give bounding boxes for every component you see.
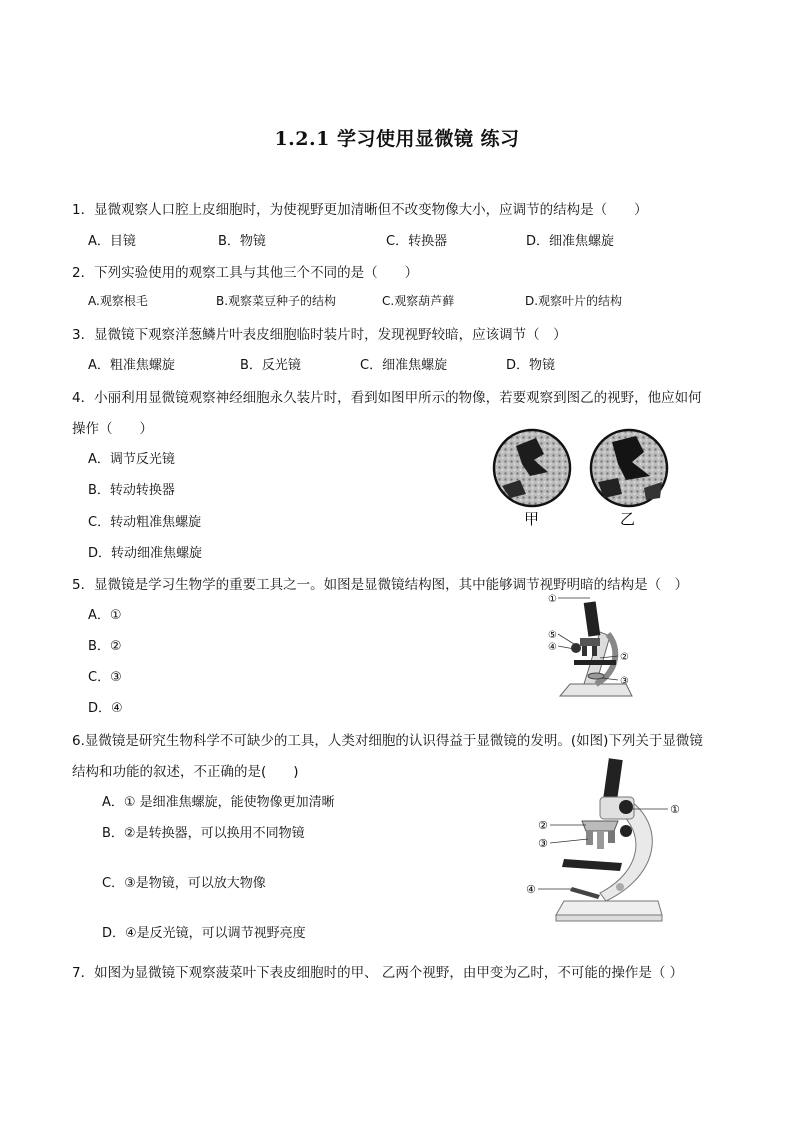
q5-option-d: D．④ <box>88 701 123 716</box>
q6-stem-line1: 6.显微镜是研究生物科学不可缺少的工具，人类对细胞的认识得益于显微镜的发明。(如图)下列关于显微镜 <box>72 733 703 749</box>
label-2: ② <box>620 652 629 663</box>
q5-option-a: A．① <box>88 608 122 623</box>
q1-option-b: B．物镜 <box>218 234 266 249</box>
view-yi <box>591 430 667 506</box>
q3-option-a: A．粗准焦螺旋 <box>88 358 175 373</box>
q1-option-d: D．细准焦螺旋 <box>526 234 615 249</box>
q3-option-b: B．反光镜 <box>240 358 301 373</box>
label-jia: 甲 <box>524 510 540 528</box>
page-title: 1.2.1 学习使用显微镜 练习 <box>274 128 520 150</box>
q6-option-c: C．③是物镜，可以放大物像 <box>102 876 266 891</box>
q3-option-d: D．物镜 <box>506 358 556 373</box>
q4-stem-line2: 操作（ ） <box>72 421 153 437</box>
q3-option-c: C．细准焦螺旋 <box>360 358 448 373</box>
label-3: ③ <box>538 837 548 850</box>
q3-stem: 3．显微镜下观察洋葱鳞片叶表皮细胞临时装片时，发现视野较暗，应该调节（ ） <box>72 327 567 343</box>
q6-option-d: D．④是反光镜，可以调节视野亮度 <box>102 926 306 941</box>
q2-option-d: D.观察叶片的结构 <box>525 294 623 308</box>
label-5: ⑤ <box>548 630 557 641</box>
q4-figure-microscope-views <box>486 424 676 532</box>
q2-option-b: B.观察菜豆种子的结构 <box>216 294 337 308</box>
q5-figure-microscope <box>540 592 650 710</box>
label-3: ③ <box>620 676 629 687</box>
q1-stem: 1．显微观察人口腔上皮细胞时，为使视野更加清晰但不改变物像大小，应调节的结构是（ ） <box>72 202 648 218</box>
view-jia <box>494 430 570 506</box>
label-1: ① <box>670 803 680 816</box>
q4-stem-line1: 4．小丽利用显微镜观察神经细胞永久装片时，看到如图甲所示的物像，若要观察到图乙的视野，他应如何 <box>72 390 702 406</box>
label-4: ④ <box>548 642 557 653</box>
label-4: ④ <box>526 883 536 896</box>
q6-option-a: A．① 是细准焦螺旋，能使物像更加清晰 <box>102 795 335 810</box>
q2-option-c: C.观察葫芦藓 <box>382 294 455 308</box>
q1-option-a: A．目镜 <box>88 234 136 249</box>
q6-option-b: B．②是转换器，可以换用不同物镜 <box>102 826 305 841</box>
q4-option-b: B．转动转换器 <box>88 483 175 498</box>
q4-option-d: D．转动细准焦螺旋 <box>88 546 203 561</box>
q4-option-c: C．转动粗准焦螺旋 <box>88 515 202 530</box>
q5-option-c: C．③ <box>88 670 122 685</box>
q7-stem: 7．如图为显微镜下观察菠菜叶下表皮细胞时的甲、 乙两个视野，由甲变为乙时，不可能的操作是（ ） <box>72 965 684 981</box>
label-2: ② <box>538 819 548 832</box>
q2-option-a: A.观察根毛 <box>88 294 148 308</box>
q2-stem: 2．下列实验使用的观察工具与其他三个不同的是（ ） <box>72 265 419 281</box>
label-yi: 乙 <box>620 510 636 528</box>
q5-stem: 5．显微镜是学习生物学的重要工具之一。如图是显微镜结构图，其中能够调节视野明暗的结构是（ ） <box>72 577 689 593</box>
q4-option-a: A．调节反光镜 <box>88 452 175 467</box>
q1-option-c: C．转换器 <box>386 234 448 249</box>
label-1: ① <box>548 594 557 605</box>
q6-stem-line2: 结构和功能的叙述，不正确的是( ) <box>72 764 299 780</box>
q5-option-b: B．② <box>88 639 122 654</box>
q6-figure-microscope <box>520 755 692 927</box>
